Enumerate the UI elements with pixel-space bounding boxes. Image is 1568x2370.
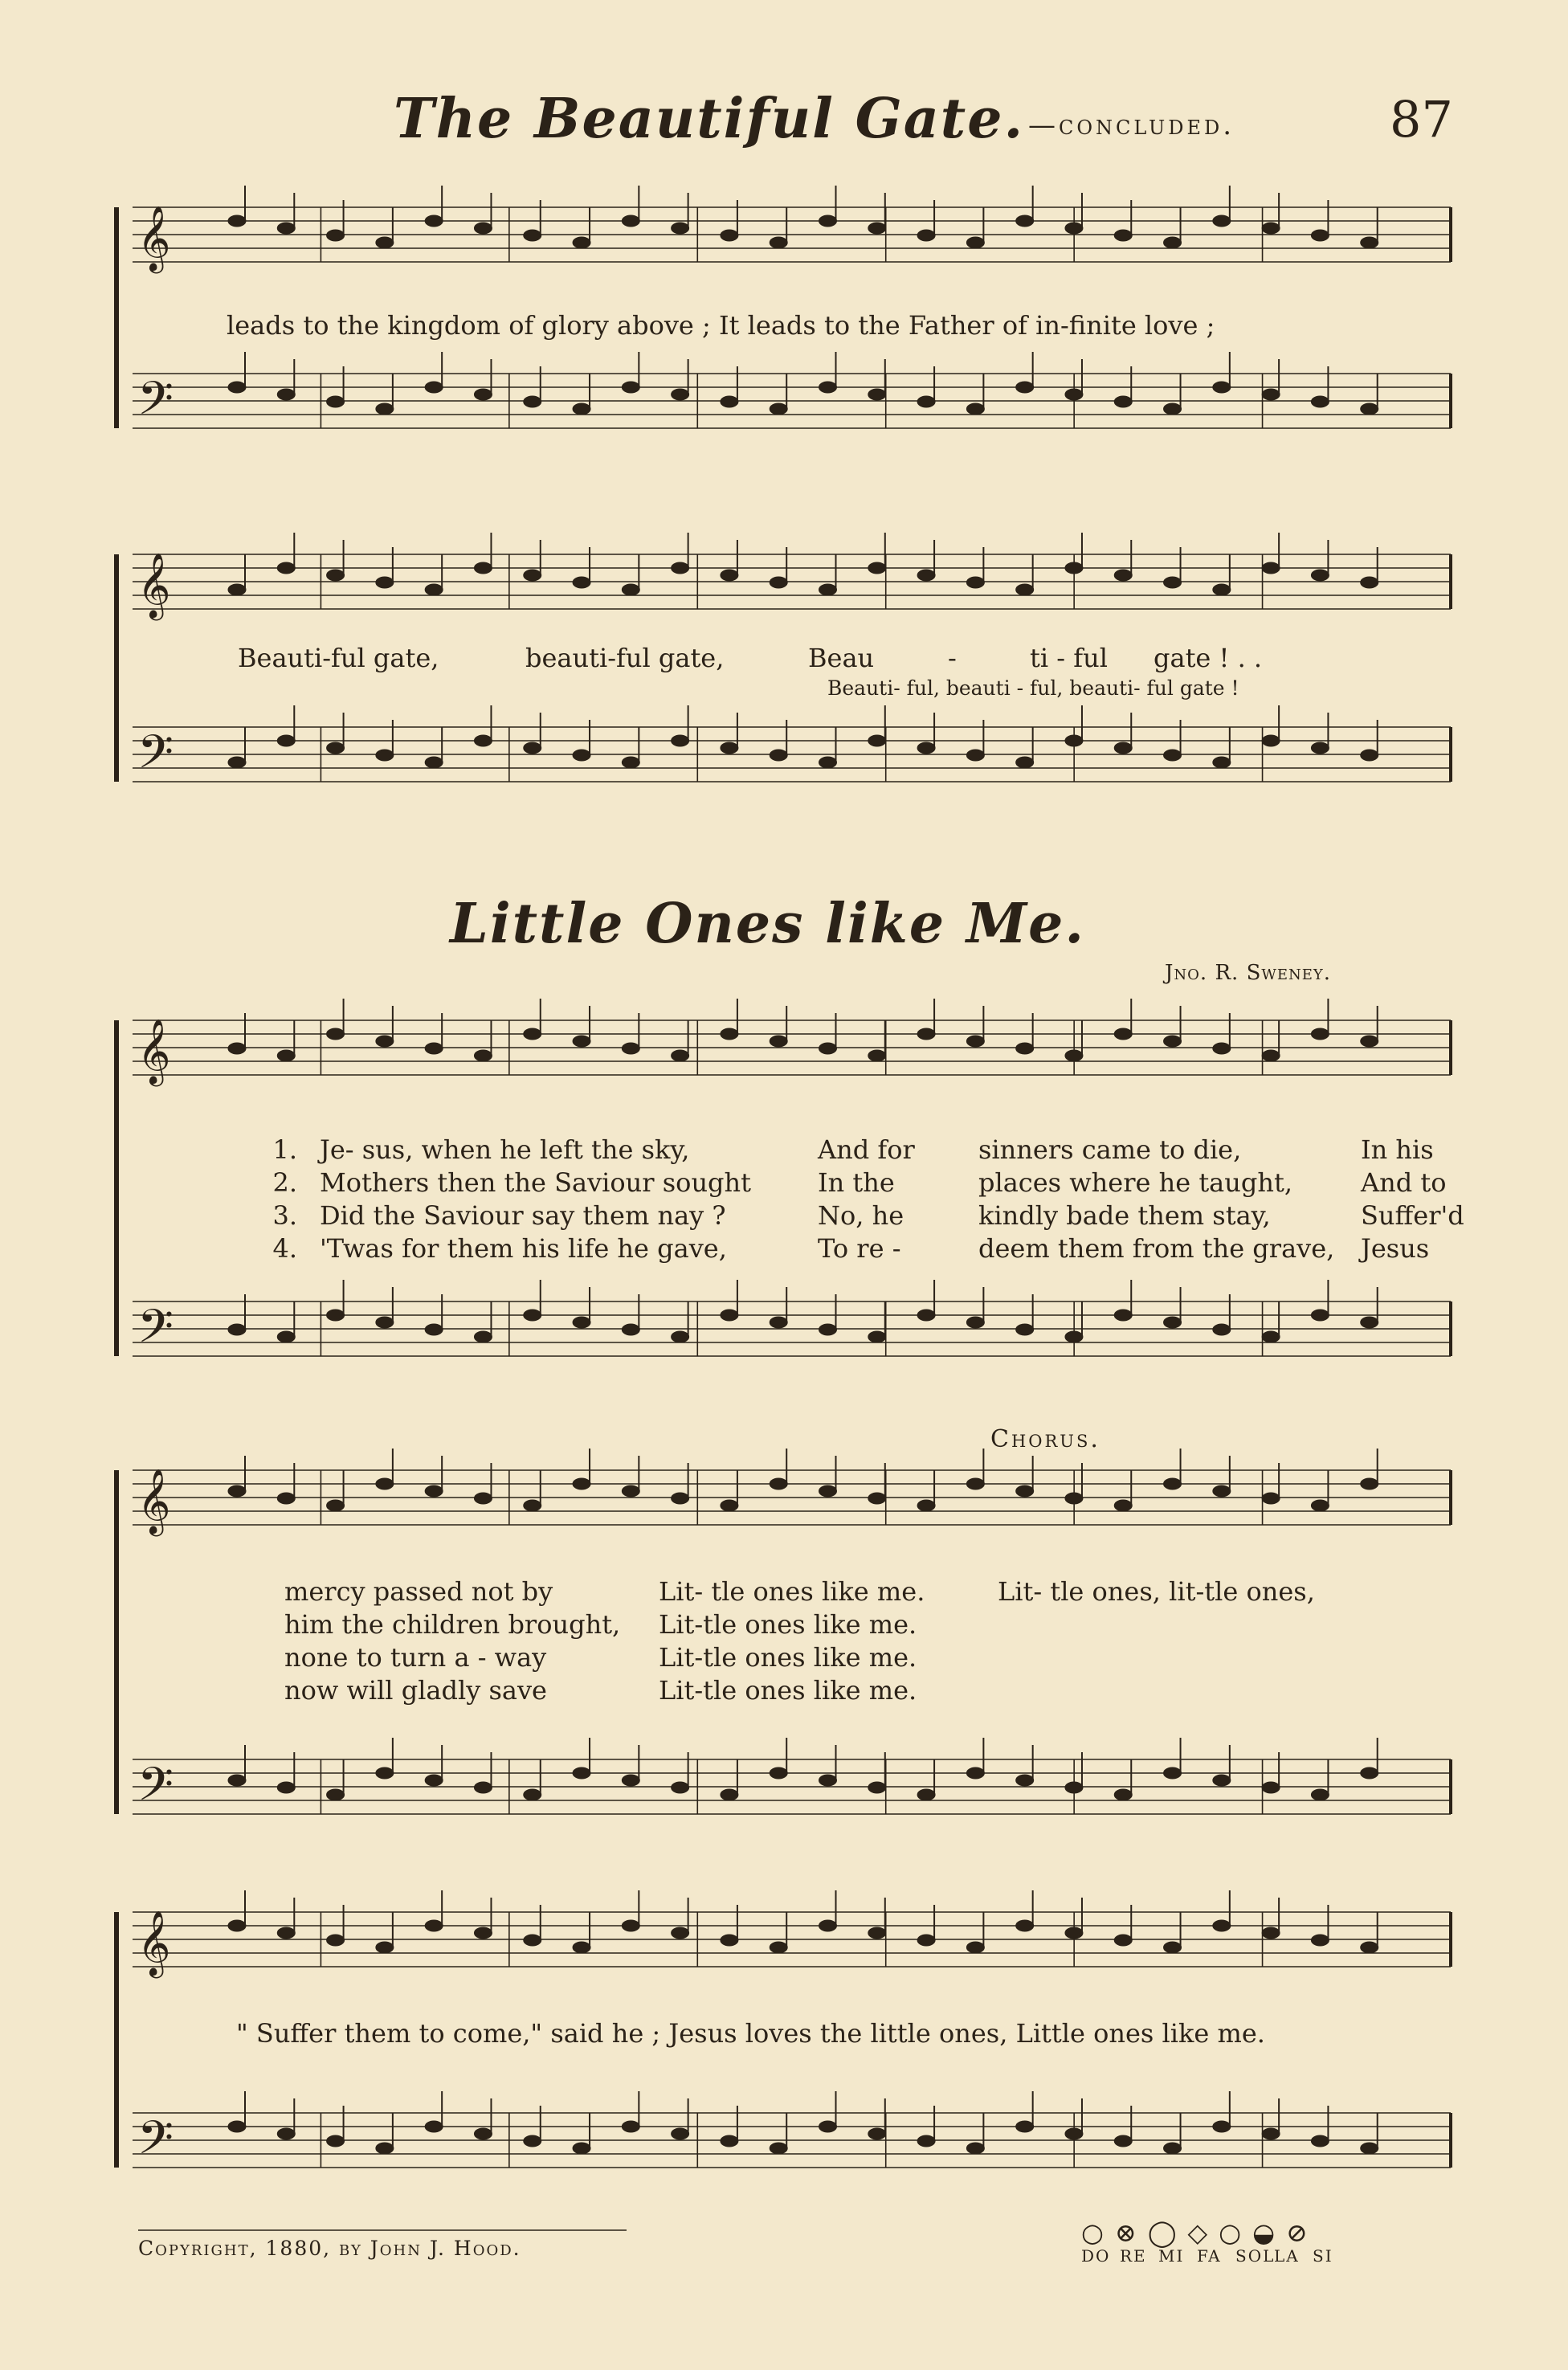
verse-lyric: Suffer'd [1361, 1200, 1464, 1231]
svg-text:𝄞: 𝄞 [137, 205, 171, 271]
verse-number: 2. [272, 1167, 297, 1198]
svg-text:𝄞: 𝄞 [137, 1468, 171, 1534]
solfa-name: SOL [1235, 2246, 1276, 2266]
hymn-title: The Beautiful Gate. [394, 87, 1025, 151]
verse-ending-lyric: Lit-tle ones like me. [659, 1609, 917, 1640]
lyrics-segment: - [948, 643, 957, 673]
verse-number: 4. [272, 1233, 297, 1264]
verse-lyric: In the [818, 1167, 895, 1198]
verse-ending-lyric: mercy passed not by [284, 1576, 553, 1607]
solfa-name: SI [1313, 2246, 1333, 2266]
verse-lyric: Jesus [1361, 1233, 1430, 1264]
lyrics-segment: beauti-ful gate, [525, 643, 725, 673]
verse-ending-lyric: Lit-tle ones like me. [659, 1642, 917, 1673]
verse-number: 1. [272, 1134, 297, 1165]
verse-lyric: places where he taught, [978, 1167, 1292, 1198]
lyrics-segment: Beauti-ful gate, [238, 643, 439, 673]
composer-credit: Jno. R. Sweney. [1165, 961, 1332, 985]
solfa-name: RE [1120, 2246, 1147, 2266]
lyrics-segment: ti - ful [1030, 643, 1108, 673]
lyrics-alt-line: Beauti- ful, beauti - ful, beauti- ful gate ! [827, 676, 1239, 700]
solfa-name: LA [1274, 2246, 1300, 2266]
solfa-name: FA [1197, 2246, 1222, 2266]
svg-text:𝄞: 𝄞 [137, 552, 171, 618]
page-number: 87 [1390, 90, 1453, 149]
hymn-title: Little Ones like Me. [450, 892, 1086, 956]
solfa-name: MI [1158, 2246, 1185, 2266]
copyright-notice: Copyright, 1880, by John J. Hood. [138, 2237, 521, 2260]
svg-text:𝄞: 𝄞 [137, 1910, 171, 1976]
verse-lyric: Did the Saviour say them nay ? [320, 1200, 726, 1231]
chorus-lyrics: " Suffer them to come," said he ; Jesus loves the little ones, Little ones like me. [236, 2018, 1265, 2049]
verse-ending-lyric: Lit-tle ones like me. [659, 1675, 917, 1706]
svg-text:𝄢: 𝄢 [137, 725, 174, 791]
verse-ending-lyric: him the children brought, [284, 1609, 621, 1640]
verse-lyric: To re - [818, 1233, 901, 1264]
verse-lyric: No, he [818, 1200, 904, 1231]
svg-text:𝄢: 𝄢 [137, 371, 174, 437]
concluded-label: —concluded. [1028, 109, 1235, 141]
verse-lyric: Mothers then the Saviour sought [320, 1167, 751, 1198]
verse-number: 3. [272, 1200, 297, 1231]
verse-ending-lyric: Lit- tle ones like me. [659, 1576, 925, 1607]
verse-lyric: And to [1361, 1167, 1447, 1198]
svg-text:𝄢: 𝄢 [137, 1299, 174, 1365]
verse-lyric: In his [1361, 1134, 1434, 1165]
chorus-lyrics: Lit- tle ones, lit-tle ones, [998, 1576, 1315, 1607]
verse-lyric: Je- sus, when he left the sky, [320, 1134, 690, 1165]
solfa-name: DO [1081, 2246, 1111, 2266]
lyrics-segment: gate ! . . [1154, 643, 1263, 673]
verse-ending-lyric: none to turn a - way [284, 1642, 547, 1673]
verse-lyric: 'Twas for them his life he gave, [320, 1233, 727, 1264]
verse-lyric: And for [818, 1134, 915, 1165]
svg-text:𝄞: 𝄞 [137, 1018, 171, 1084]
chorus-label: Chorus. [990, 1425, 1100, 1453]
verse-lyric: sinners came to die, [978, 1134, 1242, 1165]
lyrics-line: leads to the kingdom of glory above ; It leads to the Father of in-finite love ; [227, 310, 1215, 341]
solfa-note-shapes: ○⊗◯◇○◒⊘ [1081, 2217, 1319, 2248]
lyrics-segment: Beau [808, 643, 875, 673]
verse-lyric: kindly bade them stay, [978, 1200, 1271, 1231]
verse-lyric: deem them from the grave, [978, 1233, 1335, 1264]
svg-text:𝄢: 𝄢 [137, 2111, 174, 2176]
verse-ending-lyric: now will gladly save [284, 1675, 547, 1706]
svg-text:𝄢: 𝄢 [137, 1757, 174, 1823]
